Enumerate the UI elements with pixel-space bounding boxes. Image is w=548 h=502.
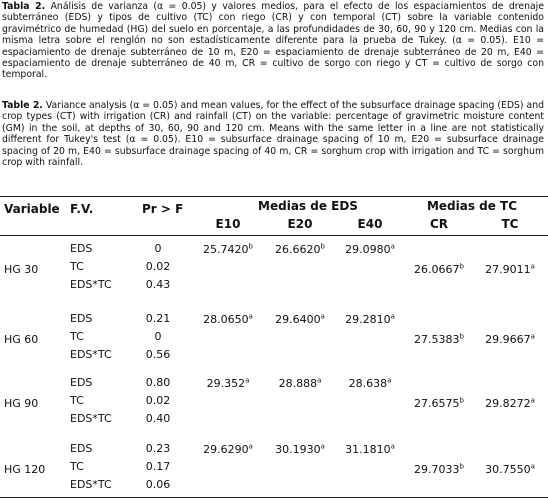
header-tc-group: Medias de TC xyxy=(426,199,518,213)
table-bottom-rule xyxy=(0,497,548,498)
mean-e10 xyxy=(203,243,253,256)
source-label: EDS xyxy=(70,312,93,325)
variable-label: HG 90 xyxy=(4,397,39,410)
mean-cr-value: 27.6575 xyxy=(414,397,460,410)
mean-e40-value: 28.638 xyxy=(348,377,388,390)
source-label: EDS*TC xyxy=(70,412,112,425)
mean-tc xyxy=(485,263,535,276)
mean-e20 xyxy=(275,313,325,326)
mean-cr-letter: b xyxy=(459,396,464,405)
variable-label: HG 30 xyxy=(4,263,39,276)
source-label: TC xyxy=(70,330,84,343)
mean-tc-value: 29.8272 xyxy=(485,397,531,410)
variable-label: HG 120 xyxy=(4,463,46,476)
source-label: EDS xyxy=(70,242,93,255)
mean-cr xyxy=(414,263,464,276)
mean-e20 xyxy=(279,377,322,390)
mean-cr-letter: b xyxy=(459,462,464,471)
mean-e40-letter: a xyxy=(387,376,392,385)
header-e40: E40 xyxy=(357,217,383,231)
source-label: EDS xyxy=(70,376,93,389)
mean-cr xyxy=(414,463,464,476)
pr-value: 0.21 xyxy=(145,312,171,325)
mean-tc-value: 30.7550 xyxy=(485,463,531,476)
mean-e20-letter: a xyxy=(320,312,325,321)
mean-e40-value: 29.0980 xyxy=(345,243,391,256)
pr-value: 0 xyxy=(154,242,162,255)
mean-tc-letter: a xyxy=(530,262,535,271)
mean-e20 xyxy=(275,243,325,256)
header-pr: Pr > F xyxy=(142,202,184,216)
mean-e10-value: 25.7420 xyxy=(203,243,249,256)
mean-e20-value: 30.1930 xyxy=(275,443,321,456)
table-top-rule xyxy=(0,196,548,197)
pr-value: 0.17 xyxy=(145,460,171,473)
mean-e10-letter: b xyxy=(248,242,253,251)
source-label: EDS*TC xyxy=(70,278,112,291)
source-label: EDS xyxy=(70,442,93,455)
pr-value: 0.80 xyxy=(145,376,171,389)
mean-e40 xyxy=(345,313,395,326)
mean-e40 xyxy=(345,443,395,456)
caption-spanish-label: Tabla 2. xyxy=(2,1,46,12)
source-label: EDS*TC xyxy=(70,478,112,491)
mean-tc-letter: a xyxy=(530,396,535,405)
mean-cr xyxy=(414,333,464,346)
mean-e10-letter: a xyxy=(248,442,253,451)
caption-spanish xyxy=(2,1,544,81)
mean-e40-value: 29.2810 xyxy=(345,313,391,326)
mean-e40-letter: a xyxy=(390,442,395,451)
mean-tc-value: 29.9667 xyxy=(485,333,531,346)
header-fv: F.V. xyxy=(70,202,94,216)
header-e20: E20 xyxy=(287,217,313,231)
mean-e40 xyxy=(349,377,392,390)
pr-value: 0.06 xyxy=(145,478,171,491)
mean-e20-letter: b xyxy=(320,242,325,251)
source-label: TC xyxy=(70,460,84,473)
mean-e20-value: 29.6400 xyxy=(275,313,321,326)
mean-e40-letter: a xyxy=(390,312,395,321)
mean-e10-value: 29.352 xyxy=(206,377,246,390)
source-label: EDS*TC xyxy=(70,348,112,361)
mean-tc xyxy=(485,463,535,476)
source-label: TC xyxy=(70,260,84,273)
mean-e20-letter: a xyxy=(317,376,322,385)
pr-value: 0.02 xyxy=(145,260,171,273)
mean-cr-letter: b xyxy=(459,332,464,341)
table-header-rule xyxy=(0,235,548,236)
pr-value: 0.56 xyxy=(145,348,171,361)
mean-cr-letter: b xyxy=(459,262,464,271)
mean-e40-letter: a xyxy=(390,242,395,251)
mean-e10-letter: a xyxy=(248,312,253,321)
mean-tc-value: 27.9011 xyxy=(485,263,531,276)
mean-e40-value: 31.1810 xyxy=(345,443,391,456)
mean-tc xyxy=(485,397,535,410)
source-label: TC xyxy=(70,394,84,407)
mean-e20-value: 28.888 xyxy=(278,377,318,390)
mean-cr-value: 26.0667 xyxy=(414,263,460,276)
mean-e10-value: 29.6290 xyxy=(203,443,249,456)
mean-tc-letter: a xyxy=(530,332,535,341)
header-e10: E10 xyxy=(215,217,241,231)
mean-e40 xyxy=(345,243,395,256)
variable-label: HG 60 xyxy=(4,333,39,346)
pr-value: 0.40 xyxy=(145,412,171,425)
mean-cr xyxy=(414,397,464,410)
mean-e20-letter: a xyxy=(320,442,325,451)
mean-e10 xyxy=(203,443,253,456)
mean-e10 xyxy=(203,313,253,326)
mean-cr-value: 27.5383 xyxy=(414,333,460,346)
caption-english-text: Variance analysis (α = 0.05) and mean values, for the effect of the subsurface drainage spacing (EDS) and crop types (CT) with irrigation (CR) and rainfall (CT) on the variable: percentage of gravimetric moisture content (GM) in the soil, at depths of 30, 60, 90 and 120 cm. Means with the same letter in a line are not statistically different for Tukey's test (α = 0.05). E10 = subsurface drainage spacing of 10 m, E20 = subsurface drainage spacing of 20 m, E40 = subsurface drainage spacing of 40 m, CR = sorghum crop with irrigation and TC = sorghum crop with rainfall. xyxy=(2,100,544,169)
mean-e20-value: 26.6620 xyxy=(275,243,321,256)
caption-english xyxy=(2,100,544,168)
mean-tc-letter: a xyxy=(530,462,535,471)
mean-e10-letter: a xyxy=(245,376,250,385)
caption-spanish-text: Análisis de varianza (α = 0.05) y valores medios, para el efecto de los espaciamientos de drenaje subterráneo (EDS) y tipos de cultivo (TC) con riego (CR) y con temporal (CT) sobre la variable contenido gravimétrico de humedad (HG) del suelo en porcentaje, a las profundidades de 30, 60, 90 y 120 cm. Medias con la misma letra sobre el renglón no son estadísticamente diferente para la prueba de Tukey. (α = 0.05). E10 = espaciamiento de drenaje subterráneo de 10 m, E20 = espaciamiento de drenaje subterráneo de 20 m, E40 = espaciamiento de drenaje subterráneo de 40 m, CR = cultivo de sorgo con riego y CT = cultivo de sorgo con temporal. xyxy=(2,1,544,81)
mean-e10 xyxy=(207,377,250,390)
header-cr: CR xyxy=(429,217,449,231)
caption-english-label: Table 2. xyxy=(2,100,43,111)
pr-value: 0.23 xyxy=(145,442,171,455)
mean-e10-value: 28.0650 xyxy=(203,313,249,326)
mean-tc xyxy=(485,333,535,346)
pr-value: 0 xyxy=(154,330,162,343)
header-eds-group: Medias de EDS xyxy=(258,199,358,213)
header-tc: TC xyxy=(501,217,519,231)
mean-e20 xyxy=(275,443,325,456)
mean-cr-value: 29.7033 xyxy=(414,463,460,476)
pr-value: 0.02 xyxy=(145,394,171,407)
header-variable: Variable xyxy=(4,202,60,216)
pr-value: 0.43 xyxy=(145,278,171,291)
